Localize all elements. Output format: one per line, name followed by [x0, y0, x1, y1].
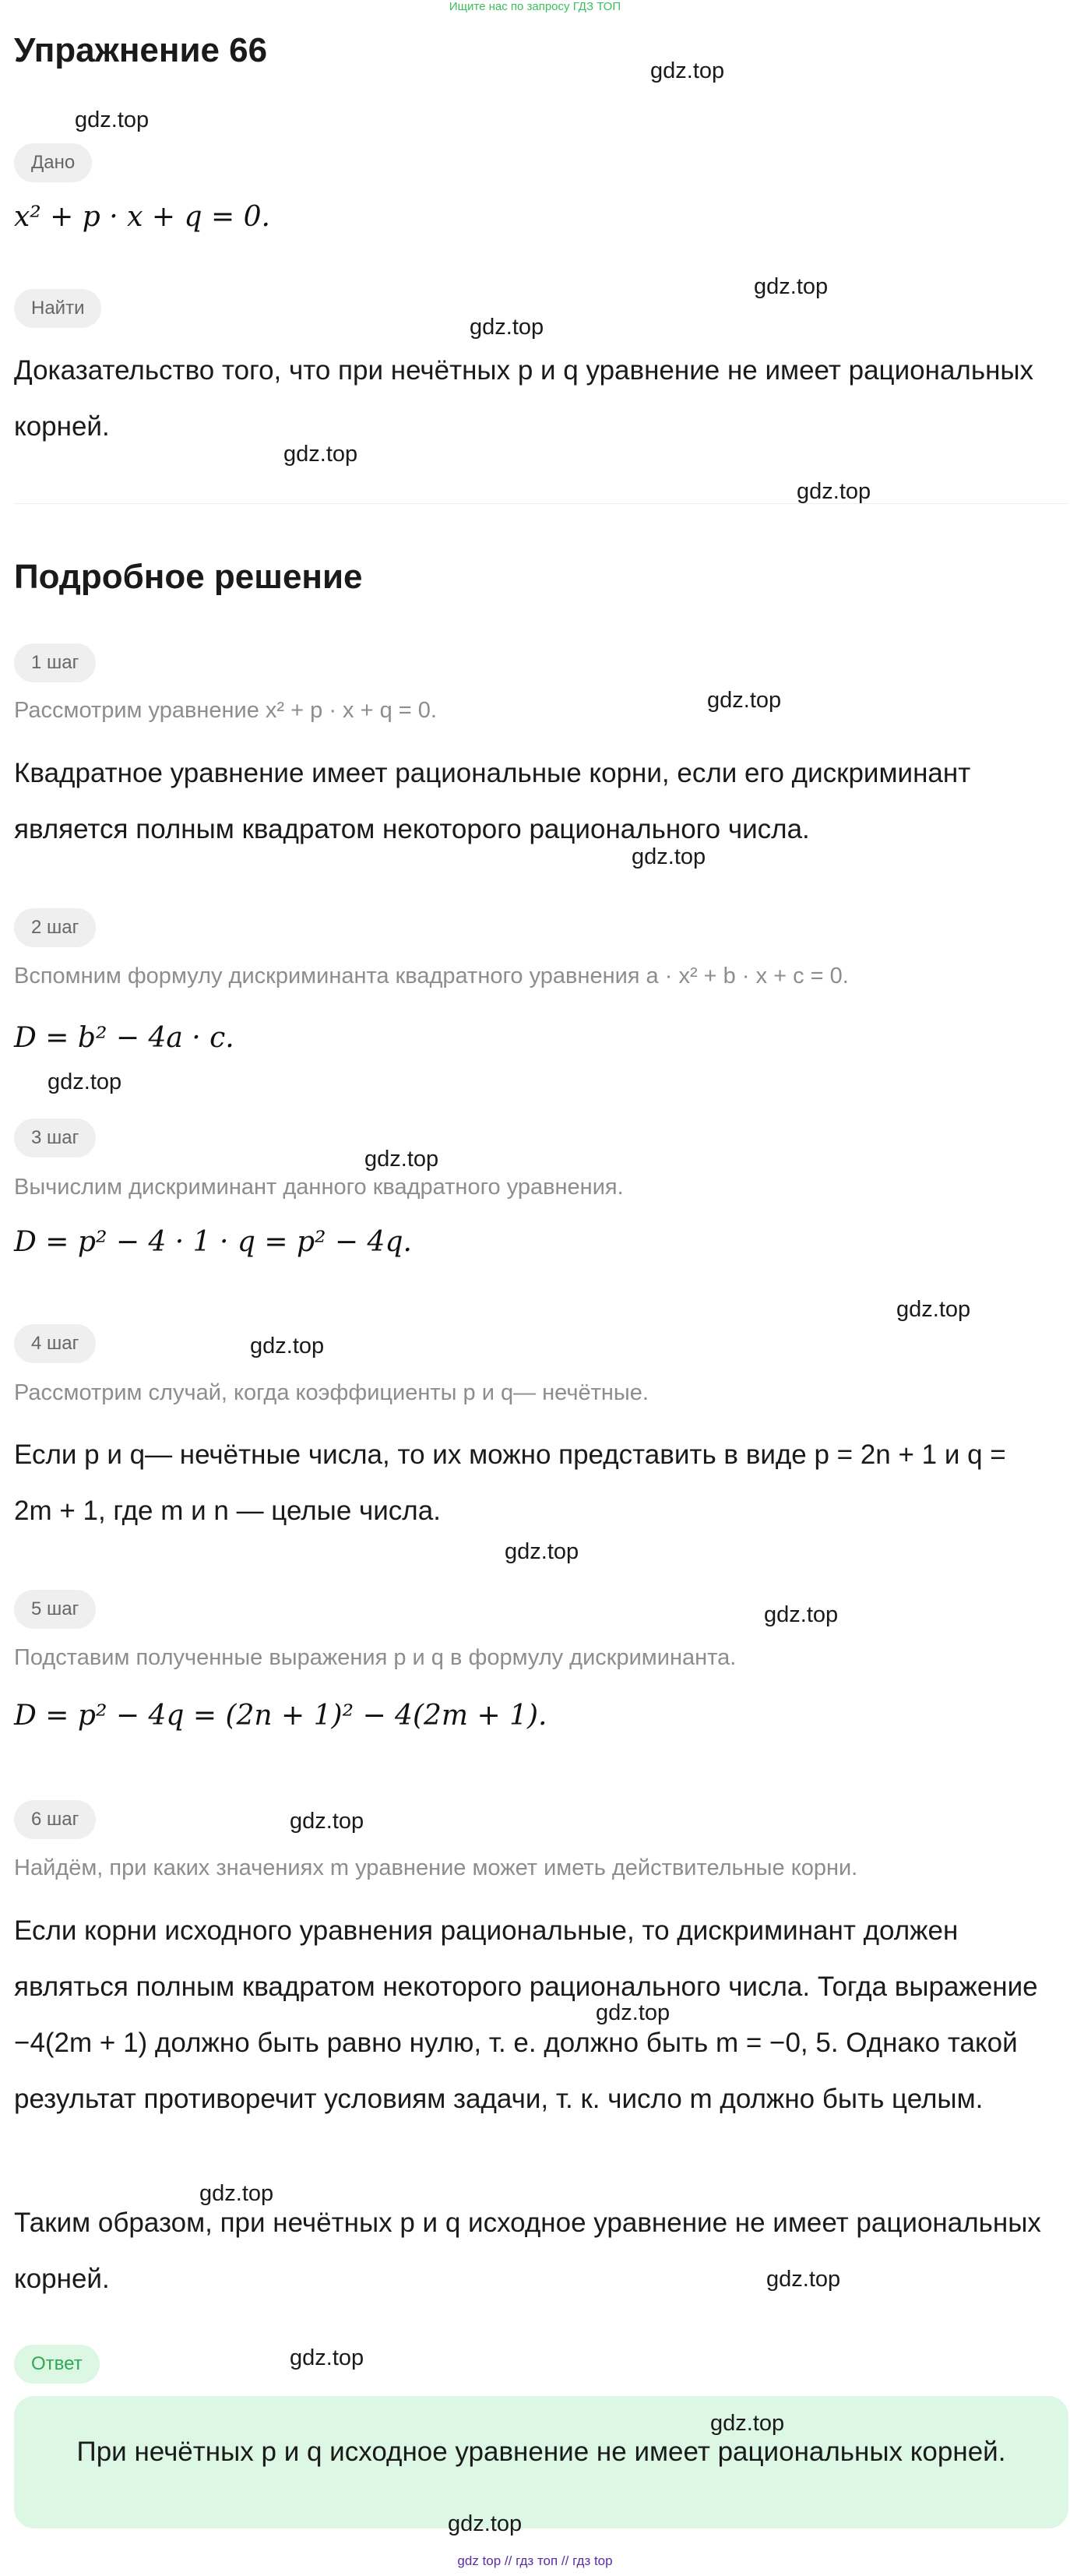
find-label: Найти — [14, 289, 101, 328]
step-4-label: 4 шаг — [14, 1324, 96, 1363]
step-1-text: Квадратное уравнение имеет рациональные корни, если его дискриминант является полным квадратом некоторого рационального числа. — [14, 758, 971, 844]
step-2-label: 2 шаг — [14, 908, 96, 947]
step-2-formula: D = b² − 4a · c. — [14, 1022, 234, 1054]
step-5-label: 5 шаг — [14, 1590, 96, 1629]
watermark: gdz.top — [766, 2267, 841, 2292]
step-6-hint: Найдём, при каких значениях m уравнение может иметь действительные корни. — [14, 1855, 858, 1880]
watermark: gdz.top — [75, 107, 150, 132]
watermark: gdz.top — [596, 2000, 671, 2025]
step-2-hint: Вспомним формулу дискриминанта квадратного уравнения a · x² + b · x + c = 0. — [14, 964, 849, 988]
solution-title: Подробное решение — [14, 558, 363, 596]
find-text: Доказательство того, что при нечётных p и q уравнение не имеет рациональных корней. — [14, 355, 1034, 442]
watermark: gdz.top — [364, 1147, 439, 1172]
step-6-label: 6 шаг — [14, 1800, 96, 1839]
watermark: gdz.top — [505, 1539, 579, 1564]
watermark: gdz.top — [290, 1809, 364, 1834]
footer: gdz top // гдз топ // гдз top — [457, 2553, 613, 2568]
step-1-hint: Рассмотрим уравнение x² + p · x + q = 0. — [14, 698, 437, 723]
step-5-formula: D = p² − 4q = (2n + 1)² − 4(2m + 1). — [14, 1700, 547, 1732]
given-formula: x² + p · x + q = 0. — [14, 201, 270, 233]
step-6-text: Если корни исходного уравнения рациональные, то дискриминант должен являться полным квадратом некоторого рационального числа. Тогда выражение −4(2m + 1) должно быть равно нулю, т. е. должно быть m = −0, 5. Однако такой результат противоречит условиям задачи, т. к. число m должно быть целым. — [14, 1915, 1038, 2114]
watermark: gdz.top — [283, 442, 358, 467]
answer-box — [14, 2396, 1068, 2528]
watermark: gdz.top — [754, 274, 829, 299]
answer-label: Ответ — [14, 2345, 100, 2384]
watermark: gdz.top — [290, 2345, 364, 2370]
step-6-conclusion: Таким образом, при нечётных p и q исходное уравнение не имеет рациональных корней. — [14, 2208, 1041, 2294]
watermark: gdz.top — [764, 1602, 839, 1627]
watermark: gdz.top — [797, 479, 871, 504]
watermark: gdz.top — [448, 2511, 523, 2536]
step-5-hint: Подставим полученные выражения p и q в формулу дискриминанта. — [14, 1645, 737, 1670]
page-title: Упражнение 66 — [14, 31, 268, 69]
watermark: gdz.top — [896, 1297, 971, 1322]
step-4-hint: Рассмотрим случай, когда коэффициенты p и q— нечётные. — [14, 1380, 649, 1405]
watermark: gdz.top — [632, 844, 706, 869]
watermark: gdz.top — [199, 2181, 274, 2206]
answer-text: При нечётных p и q исходное уравнение не имеет рациональных корней. — [76, 2437, 1006, 2467]
step-4-text: Если p и q— нечётные числа, то их можно представить в виде p = 2n + 1 и q = 2m + 1, где m и n — целые числа. — [14, 1440, 1006, 1526]
watermark: gdz.top — [710, 2411, 785, 2436]
section-divider — [14, 503, 1068, 504]
top-banner: Ищите нас по запросу ГДЗ ТОП — [449, 0, 621, 13]
watermark: gdz.top — [470, 315, 544, 340]
step-3-formula: D = p² − 4 · 1 · q = p² − 4q. — [14, 1226, 412, 1258]
watermark: gdz.top — [48, 1070, 122, 1094]
watermark: gdz.top — [250, 1334, 325, 1358]
step-3-hint: Вычислим дискриминант данного квадратного уравнения. — [14, 1175, 624, 1200]
watermark: gdz.top — [707, 688, 782, 713]
step-3-label: 3 шаг — [14, 1119, 96, 1158]
watermark: gdz.top — [650, 58, 725, 83]
given-label: Дано — [14, 143, 92, 182]
step-1-label: 1 шаг — [14, 643, 96, 682]
